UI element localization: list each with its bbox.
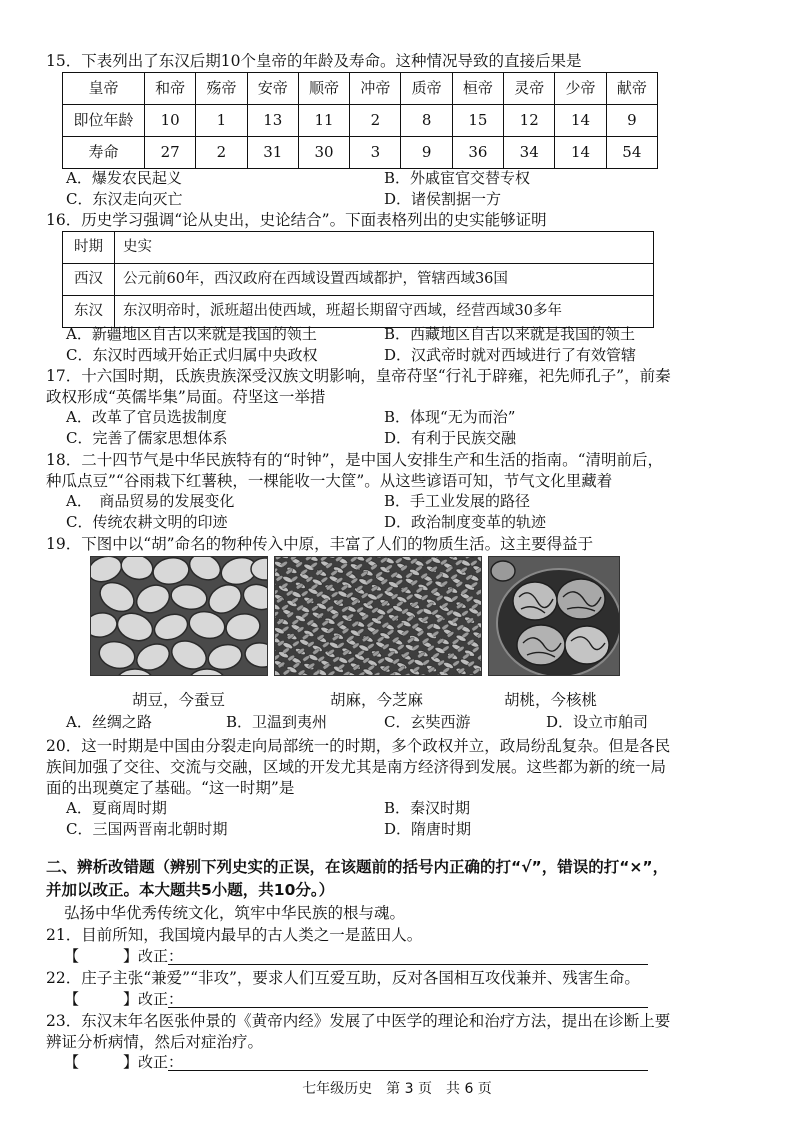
age-cell: 1 xyxy=(196,105,247,137)
section-2-intro: 弘扬中华优秀传统文化，筑牢中华民族的根与魂。 xyxy=(64,904,406,922)
period-cell: 西汉 xyxy=(63,264,115,296)
age-cell: 12 xyxy=(504,105,555,137)
option-d[interactable]: D．有利于民族交融 xyxy=(384,429,517,447)
q18-options-row-2 xyxy=(66,512,746,534)
q16-history-table xyxy=(62,231,654,328)
bracket-open: 【 xyxy=(64,990,80,1008)
correction-label: 改正： xyxy=(138,1053,184,1071)
table-header: 史实 xyxy=(115,232,654,264)
option-b[interactable]: B．秦汉时期 xyxy=(384,799,471,817)
age-cell: 8 xyxy=(401,105,452,137)
broad-bean-image xyxy=(90,556,268,676)
q15-stem: 15．下表列出了东汉后期10个皇帝的年龄及寿命。这种情况导致的直接后果是 xyxy=(46,52,582,70)
option-d[interactable]: D．隋唐时期 xyxy=(384,820,472,838)
option-c[interactable]: C．东汉走向灭亡 xyxy=(66,190,183,208)
age-cell: 11 xyxy=(298,105,349,137)
lifespan-cell: 36 xyxy=(452,137,503,169)
q15-emperor-table xyxy=(62,72,658,169)
page-footer: 七年级历史 第 3 页 共 6 页 xyxy=(302,1081,492,1097)
lifespan-cell: 34 xyxy=(504,137,555,169)
age-cell: 13 xyxy=(247,105,298,137)
row-header: 寿命 xyxy=(63,137,145,169)
q18-options-row-1 xyxy=(66,491,746,513)
q23-correction-field[interactable] xyxy=(168,1070,648,1071)
lifespan-cell: 9 xyxy=(401,137,452,169)
option-c[interactable]: C．传统农耕文明的印迹 xyxy=(66,513,228,531)
option-c[interactable]: C．东汉时西域开始正式归属中央政权 xyxy=(66,346,318,364)
q23-stem-line-1: 23．东汉末年名医张仲景的《黄帝内经》发展了中医学的理论和治疗方法，提出在诊断上要 xyxy=(46,1012,671,1030)
q15-options-row-2 xyxy=(66,189,746,211)
emperor-cell: 顺帝 xyxy=(298,73,349,105)
lifespan-cell: 14 xyxy=(555,137,606,169)
option-c[interactable]: C．三国两晋南北朝时期 xyxy=(66,820,228,838)
q17-options-row-1 xyxy=(66,407,746,429)
age-cell: 9 xyxy=(606,105,657,137)
q16-options-row-2 xyxy=(66,345,746,367)
bracket-open: 【 xyxy=(64,947,80,965)
q23-answer-line xyxy=(64,1052,183,1074)
lifespan-cell: 2 xyxy=(196,137,247,169)
q18-stem-line-2: 种瓜点豆”“谷雨栽下红薯秧，一棵能收一大筐”。从这些谚语可知，节气文化里藏着 xyxy=(46,472,613,490)
option-a[interactable]: A．丝绸之路 xyxy=(66,713,152,731)
emperor-cell: 献帝 xyxy=(606,73,657,105)
lifespan-cell: 30 xyxy=(298,137,349,169)
q19-stem: 19．下图中以“胡”命名的物种传入中原，丰富了人们的物质生活。这主要得益于 xyxy=(46,535,594,553)
option-b[interactable]: B．体现“无为而治” xyxy=(384,408,516,426)
correction-label: 改正： xyxy=(138,947,184,965)
q22-correction-field[interactable] xyxy=(168,1007,648,1008)
table-row xyxy=(63,232,654,264)
q20-options-row-2 xyxy=(66,819,746,841)
q19-options-row xyxy=(66,712,746,734)
row-header: 即位年龄 xyxy=(63,105,145,137)
table-row xyxy=(63,73,658,105)
q17-options-row-2 xyxy=(66,428,746,450)
table-row xyxy=(63,296,654,328)
lifespan-cell: 31 xyxy=(247,137,298,169)
correction-label: 改正： xyxy=(138,990,184,1008)
broad-bean-caption: 胡豆，今蚕豆 xyxy=(132,691,226,709)
option-d[interactable]: D．汉武帝时就对西域进行了有效管辖 xyxy=(384,346,637,364)
option-d[interactable]: D．设立市舶司 xyxy=(546,713,649,731)
fact-cell: 东汉明帝时，派班超出使西域，班超长期留守西域，经营西域30多年 xyxy=(115,296,654,328)
q22-stem: 22．庄子主张“兼爱”“非攻”，要求人们互爱互助，反对各国相互攻伐兼并、残害生命。 xyxy=(46,969,640,987)
emperor-cell: 安帝 xyxy=(247,73,298,105)
age-cell: 10 xyxy=(145,105,196,137)
option-c[interactable]: C．完善了儒家思想体系 xyxy=(66,429,228,447)
q21-stem: 21．目前所知，我国境内最早的古人类之一是蓝田人。 xyxy=(46,926,423,944)
q16-options-row-1 xyxy=(66,324,746,346)
option-a[interactable]: A．改革了官员选拔制度 xyxy=(66,408,227,426)
q20-stem-line-1: 20．这一时期是中国由分裂走向局部统一的时期，多个政权并立，政局纷乱复杂。但是各民 xyxy=(46,737,671,755)
section-2-title-line-1: 二、辨析改错题（辨别下列史实的正误，在该题前的括号内正确的打“√”，错误的打“×”， xyxy=(46,858,669,876)
emperor-cell: 质帝 xyxy=(401,73,452,105)
q20-stem-line-3: 面的出现奠定了基础。“这一时期”是 xyxy=(46,779,295,797)
bracket-open: 【 xyxy=(64,1053,80,1071)
q21-answer-line xyxy=(64,946,183,968)
table-row xyxy=(63,137,658,169)
sesame-image xyxy=(274,556,482,676)
q22-answer-line xyxy=(64,989,183,1011)
q16-stem: 16．历史学习强调“论从史出，史论结合”。下面表格列出的史实能够证明 xyxy=(46,211,547,229)
q20-stem-line-2: 族间加强了交往、交流与交融，区域的开发尤其是南方经济得到发展。这些都为新的统一局 xyxy=(46,758,667,776)
age-cell: 2 xyxy=(350,105,401,137)
age-cell: 14 xyxy=(555,105,606,137)
bracket-close: 】 xyxy=(123,947,139,965)
option-a[interactable]: A．新疆地区自古以来就是我国的领土 xyxy=(66,325,317,343)
option-a[interactable]: A．爆发农民起义 xyxy=(66,169,182,187)
fact-cell: 公元前60年，西汉政府在西域设置西域都护，管辖西域36国 xyxy=(115,264,654,296)
table-header: 时期 xyxy=(63,232,115,264)
lifespan-cell: 54 xyxy=(606,137,657,169)
bracket-close: 】 xyxy=(123,1053,139,1071)
section-2-title-line-2: 并加以改正。本大题共5小题，共10分。） xyxy=(46,881,335,899)
q17-stem-line-1: 17．十六国时期，氐族贵族深受汉族文明影响，皇帝苻坚“行礼于辟雍，祀先师孔子”，前秦 xyxy=(46,367,671,385)
q18-stem-line-1: 18．二十四节气是中华民族特有的“时钟”，是中国人安排生产和生活的指南。“清明前后， xyxy=(46,451,663,469)
period-cell: 东汉 xyxy=(63,296,115,328)
walnut-caption: 胡桃，今核桃 xyxy=(504,691,598,709)
option-d[interactable]: D．政治制度变革的轨迹 xyxy=(384,513,547,531)
q21-correction-field[interactable] xyxy=(168,964,648,965)
q20-options-row-1 xyxy=(66,798,746,820)
option-d[interactable]: D．诸侯割据一方 xyxy=(384,190,502,208)
sesame-caption: 胡麻，今芝麻 xyxy=(330,691,424,709)
emperor-cell: 灵帝 xyxy=(504,73,555,105)
bracket-close: 】 xyxy=(123,990,139,1008)
option-a[interactable]: A． 商品贸易的发展变化 xyxy=(66,492,235,510)
q17-stem-line-2: 政权形成“英儒毕集”局面。苻坚这一举措 xyxy=(46,388,326,406)
option-b[interactable]: B．西藏地区自古以来就是我国的领土 xyxy=(384,325,636,343)
emperor-cell: 殇帝 xyxy=(196,73,247,105)
option-c[interactable]: C．玄奘西游 xyxy=(384,713,471,731)
emperor-cell: 和帝 xyxy=(145,73,196,105)
option-b[interactable]: B．卫温到夷州 xyxy=(226,713,328,731)
lifespan-cell: 3 xyxy=(350,137,401,169)
option-b[interactable]: B．外戚宦官交替专权 xyxy=(384,169,531,187)
age-cell: 15 xyxy=(452,105,503,137)
option-a[interactable]: A．夏商周时期 xyxy=(66,799,167,817)
lifespan-cell: 27 xyxy=(145,137,196,169)
emperor-cell: 少帝 xyxy=(555,73,606,105)
emperor-cell: 冲帝 xyxy=(350,73,401,105)
table-row xyxy=(63,264,654,296)
q15-options-row-1 xyxy=(66,168,746,190)
option-b[interactable]: B．手工业发展的路径 xyxy=(384,492,531,510)
table-row xyxy=(63,105,658,137)
emperor-cell: 桓帝 xyxy=(452,73,503,105)
walnut-image xyxy=(488,556,620,676)
row-header: 皇帝 xyxy=(63,73,145,105)
q23-stem-line-2: 辨证分析病情，然后对症治疗。 xyxy=(46,1033,264,1051)
